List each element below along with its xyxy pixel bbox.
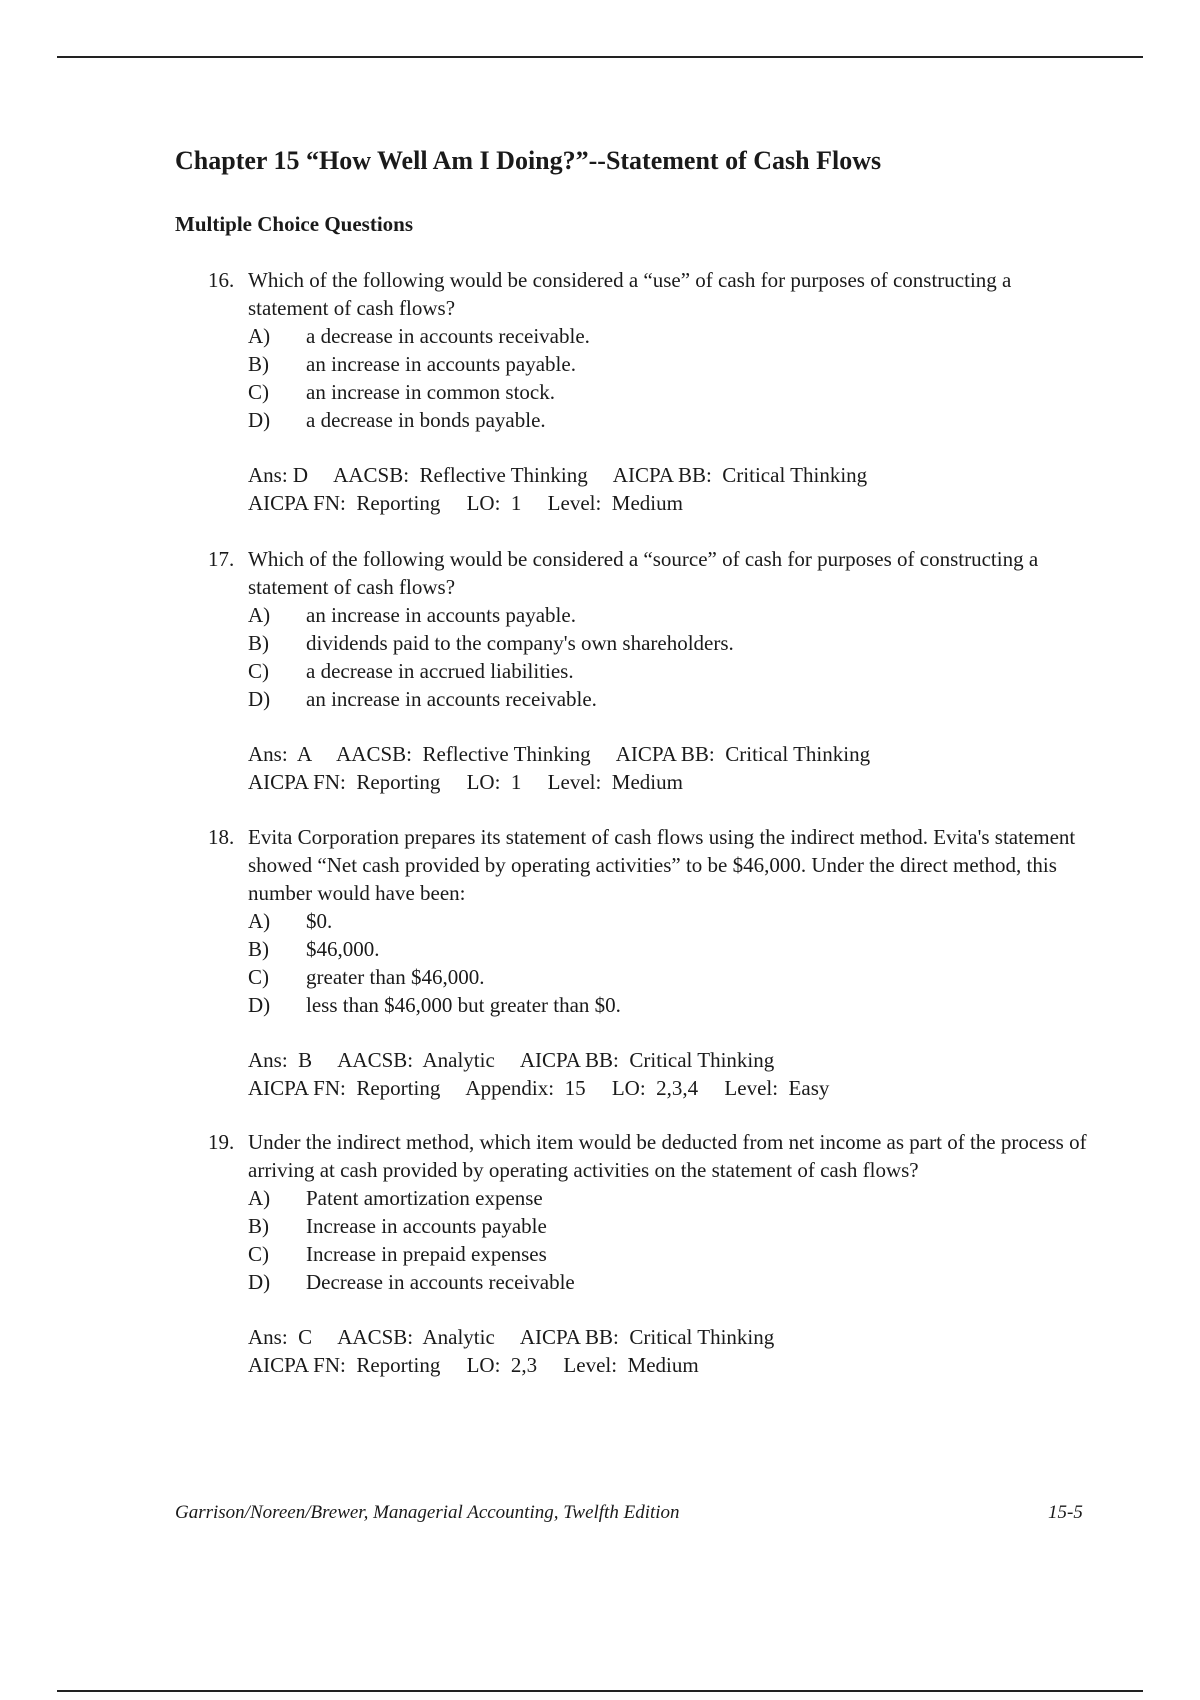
choice-text: Patent amortization expense <box>306 1186 543 1210</box>
question-17 <box>208 545 1088 796</box>
choice-text: Increase in prepaid expenses <box>306 1242 547 1266</box>
choice-letter: D) <box>248 993 271 1017</box>
answer-line-2: AICPA FN: Reporting LO: 1 Level: Medium <box>248 491 683 515</box>
choice-letter: C) <box>248 965 269 989</box>
choice-letter: D) <box>248 687 271 711</box>
question-text: Which of the following would be considered a “source” of cash for purposes of constructing a statement of cash flows? <box>248 547 1039 599</box>
choice-b <box>248 629 1088 657</box>
answer-block <box>208 740 1088 796</box>
chapter-title: Chapter 15 “How Well Am I Doing?”--Statement of Cash Flows <box>175 146 882 175</box>
question-18 <box>208 823 1088 1102</box>
answer-block <box>208 461 1088 517</box>
choice-b <box>248 1212 1088 1240</box>
question-text: Under the indirect method, which item would be deducted from net income as part of the process of arriving at cash provided by operating activities on the statement of cash flows? <box>248 1130 1087 1182</box>
question-number: 19. <box>208 1130 235 1154</box>
choice-letter: B) <box>248 1214 269 1238</box>
choice-c <box>248 657 1088 685</box>
choice-d <box>248 685 1088 713</box>
choice-letter: C) <box>248 380 269 404</box>
choice-text: an increase in accounts receivable. <box>306 687 597 711</box>
choice-text: a decrease in accrued liabilities. <box>306 659 574 683</box>
choice-list <box>208 322 1088 434</box>
question-stem <box>208 1128 1088 1184</box>
choice-text: $0. <box>306 909 333 933</box>
question-number: 17. <box>208 547 235 571</box>
section-title: Multiple Choice Questions <box>175 212 414 236</box>
choice-text: Decrease in accounts receivable <box>306 1270 575 1294</box>
choice-a <box>248 601 1088 629</box>
choice-text: dividends paid to the company's own shareholders. <box>306 631 734 655</box>
bottom-rule <box>57 1690 1143 1692</box>
choice-c <box>248 963 1088 991</box>
question-stem <box>208 545 1088 601</box>
choice-letter: D) <box>248 1270 271 1294</box>
choice-letter: D) <box>248 408 271 432</box>
choice-d <box>248 991 1088 1019</box>
choice-text: $46,000. <box>306 937 380 961</box>
question-16 <box>208 266 1088 517</box>
choice-text: a decrease in accounts receivable. <box>306 324 590 348</box>
choice-list <box>208 907 1088 1019</box>
footer-book-title: Garrison/Noreen/Brewer, Managerial Accounting, Twelfth Edition <box>175 1502 680 1523</box>
answer-line-2: AICPA FN: Reporting Appendix: 15 LO: 2,3,4 Level: Easy <box>248 1076 830 1100</box>
top-rule <box>57 56 1143 58</box>
answer-line-2: AICPA FN: Reporting LO: 2,3 Level: Medium <box>248 1353 699 1377</box>
choice-text: less than $46,000 but greater than $0. <box>306 993 621 1017</box>
choice-c <box>248 378 1088 406</box>
choice-list <box>208 1184 1088 1296</box>
choice-text: greater than $46,000. <box>306 965 485 989</box>
choice-b <box>248 935 1088 963</box>
choice-letter: A) <box>248 909 271 933</box>
choice-letter: A) <box>248 324 271 348</box>
choice-letter: A) <box>248 1186 271 1210</box>
answer-line-1: Ans: B AACSB: Analytic AICPA BB: Critical Thinking <box>248 1048 775 1072</box>
choice-letter: B) <box>248 937 269 961</box>
answer-line-1: Ans: A AACSB: Reflective Thinking AICPA BB: Critical Thinking <box>248 742 871 766</box>
answer-block <box>208 1046 1088 1102</box>
choice-letter: C) <box>248 659 269 683</box>
choice-letter: B) <box>248 631 269 655</box>
choice-text: a decrease in bonds payable. <box>306 408 546 432</box>
question-number: 18. <box>208 825 235 849</box>
choice-b <box>248 350 1088 378</box>
choice-d <box>248 406 1088 434</box>
question-19 <box>208 1128 1088 1379</box>
choice-a <box>248 907 1088 935</box>
choice-a <box>248 322 1088 350</box>
footer-page-number: 15-5 <box>1048 1502 1083 1523</box>
choice-a <box>248 1184 1088 1212</box>
answer-line-1: Ans: C AACSB: Analytic AICPA BB: Critical Thinking <box>248 1325 775 1349</box>
choice-letter: A) <box>248 603 271 627</box>
choice-d <box>248 1268 1088 1296</box>
question-text: Evita Corporation prepares its statement of cash flows using the indirect method. Evita's statement showed “Net cash provided by operating activities” to be $46,000. Under the direct method, this number would have been: <box>248 825 1076 905</box>
choice-list <box>208 601 1088 713</box>
choice-letter: B) <box>248 352 269 376</box>
question-stem <box>208 266 1088 322</box>
question-number: 16. <box>208 268 235 292</box>
choice-text: Increase in accounts payable <box>306 1214 547 1238</box>
choice-text: an increase in common stock. <box>306 380 556 404</box>
choice-text: an increase in accounts payable. <box>306 603 576 627</box>
question-stem <box>208 823 1088 907</box>
choice-text: an increase in accounts payable. <box>306 352 576 376</box>
choice-letter: C) <box>248 1242 269 1266</box>
answer-line-2: AICPA FN: Reporting LO: 1 Level: Medium <box>248 770 683 794</box>
choice-c <box>248 1240 1088 1268</box>
answer-line-1: Ans: D AACSB: Reflective Thinking AICPA BB: Critical Thinking <box>248 463 868 487</box>
question-text: Which of the following would be considered a “use” of cash for purposes of constructing a statement of cash flows? <box>248 268 1012 320</box>
answer-block <box>208 1323 1088 1379</box>
